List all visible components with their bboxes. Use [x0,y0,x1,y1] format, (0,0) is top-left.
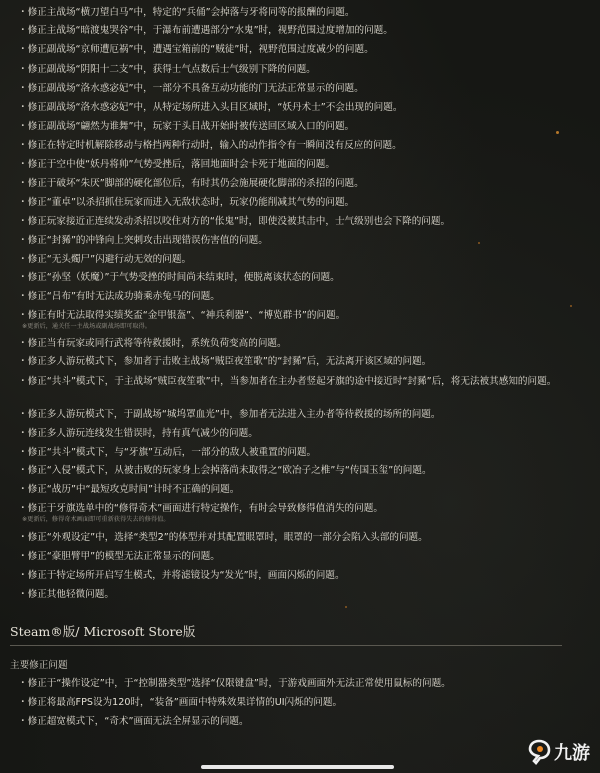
bullet-item: ・修正“共斗”模式下，于主战场“贼臣夜笙歌”中，当参加者在主办者竖起牙旗的途中接近时“封豨”后，将无法被其感知的问题。 [18,376,557,387]
bullet-item: ・修正“共斗”模式下，与“牙旗”互动后，一部分的敌人被重置的问题。 [18,447,317,458]
bullet-item: ・修正“董卓”以杀招抓住玩家而进入无敌状态时，玩家仍能削减其气势的问题。 [18,197,355,208]
bullet-item: ・修正副战场“洛水惑宓妃”中，一部分不具备互动功能的门无法正常显示的问题。 [18,83,364,94]
bullet-item: ・修正“无头燭尸”闪避行动无效的问题。 [18,254,192,265]
bullet-item: ・修正当有玩家或同行武将等待救援时，系统负荷变高的问题。 [18,338,287,349]
bullet-item: ・修正副战场“洛水惑宓妃”中，从特定场所进入头目区域时，“妖丹术士”不会出现的问题。 [18,102,403,113]
ember-spark [478,242,480,244]
bullet-item: ・修正于空中使“妖丹将帅”气势受挫后，落回地面时会卡死于地面的问题。 [18,159,335,170]
bullet-item: ・修正副战场“阴阳十二支”中，获得士气点数后士气级别下降的问题。 [18,64,316,75]
bullet-item: ・修正在特定时机解除移动与格挡两种行动时，输入的动作指令有一瞬间没有反应的问题。 [18,140,402,151]
bullet-item: ・修正于特定场所开启写生模式，并将滤镜设为“发光”时，画面闪烁的问题。 [18,570,345,581]
bullet-item: ・修正有时无法取得实绩奖盃“金甲银盔”、“神兵利器”、“博览群书”的问题。 [18,310,346,321]
bullet-item: ・修正“入侵”模式下，从被击败的玩家身上会掉落尚未取得之“欧冶子之椎”与“传国玉玺”的问题。 [18,465,432,476]
bullet-item: ・修正“吕布”有时无法成功骑乘赤兔马的问题。 [18,291,220,302]
bullet-item: ・修正副战场“京师遭厄祸”中，遭遇宝箱前的“贼徒”时，视野范围过度减少的问题。 [18,44,374,55]
bullet-item: ・修正于“操作设定”中，于“控制器类型”选择“仅限键盘”时，于游戏画面外无法正常使用鼠标的问题。 [18,678,451,689]
bullet-item: ・修正多人游玩模式下，参加者于击败主战场“贼臣夜笙歌”的“封豨”后，无法离开该区域的问题。 [18,356,432,367]
bullet-item: ・修正“孙坚（妖魔）”于气势受挫的时间尚未结束时，便脱离该状态的问题。 [18,272,340,283]
bullet-item: ・修正“封豨”的冲锋向上突刺攻击出现错误伤害值的问题。 [18,235,268,246]
section-divider [10,645,562,646]
footnote: ※更新后，修得奇术画面即可重新获得失去的修得值。 [22,516,170,523]
bullet-item: ・修正主战场“暗渡鬼哭谷”中，于瀑布前遭遇部分“水鬼”时，视野范围过度增加的问题。 [18,25,393,36]
home-indicator[interactable] [201,765,394,769]
bullet-item: ・修正于破坏“朱厌”脚部的硬化部位后，有时其仍会施展硬化脚部的杀招的问题。 [18,178,364,189]
bullet-item: ・修正玩家接近正连续发动杀招以咬住对方的“伥鬼”时，即使没被其击中，士气级别也会下降的问题。 [18,216,451,227]
bullet-item: ・修正多人游玩连线发生错误时，持有真气减少的问题。 [18,428,258,439]
bullet-item: ・修正超宽模式下，“奇术”画面无法全屏显示的问题。 [18,716,249,727]
section-heading: Steam®版/ Microsoft Store版 [10,624,196,639]
bullet-item: ・修正将最高FPS设为120时，“装备”画面中特殊效果详情的UI闪烁的问题。 [18,697,343,708]
ember-spark [556,131,559,134]
watermark-logo [526,739,590,765]
footnote: ※更新后，通关任一主战场或副战场即可取得。 [22,323,151,330]
bullet-item: ・修正主战场“横刀望白马”中，特定的“兵俑”会掉落与牙将同等的报酬的问题。 [18,7,355,18]
bullet-item: ・修正于牙旗选单中的“修得奇术”画面进行特定操作，有时会导致修得值消失的问题。 [18,503,383,514]
bullet-item: ・修正“战历”中“最短攻克时间”计时不正确的问题。 [18,484,240,495]
bullet-item: ・修正“豪胆臂甲”的模型无法正常显示的问题。 [18,551,220,562]
ember-spark [570,305,572,307]
section-subheading: 主要修正问题 [10,660,68,671]
ember-spark [345,606,347,608]
watermark-text: 九游 [554,743,590,764]
bullet-item: ・修正多人游玩模式下，于副战场“城坞罩血光”中，参加者无法进入主办者等待救援的场所的问题。 [18,409,441,420]
bullet-item: ・修正其他轻微问题。 [18,589,114,600]
bullet-item: ・修正副战场“翩然为谁舞”中，玩家于头目战开始时被传送回区域入口的问题。 [18,121,355,132]
bullet-item: ・修正“外观设定”中，选择“类型2”的体型并对其配置眼罩时，眼罩的一部分会陷入头部的问题。 [18,532,428,543]
nine-game-logo-icon [526,739,552,765]
